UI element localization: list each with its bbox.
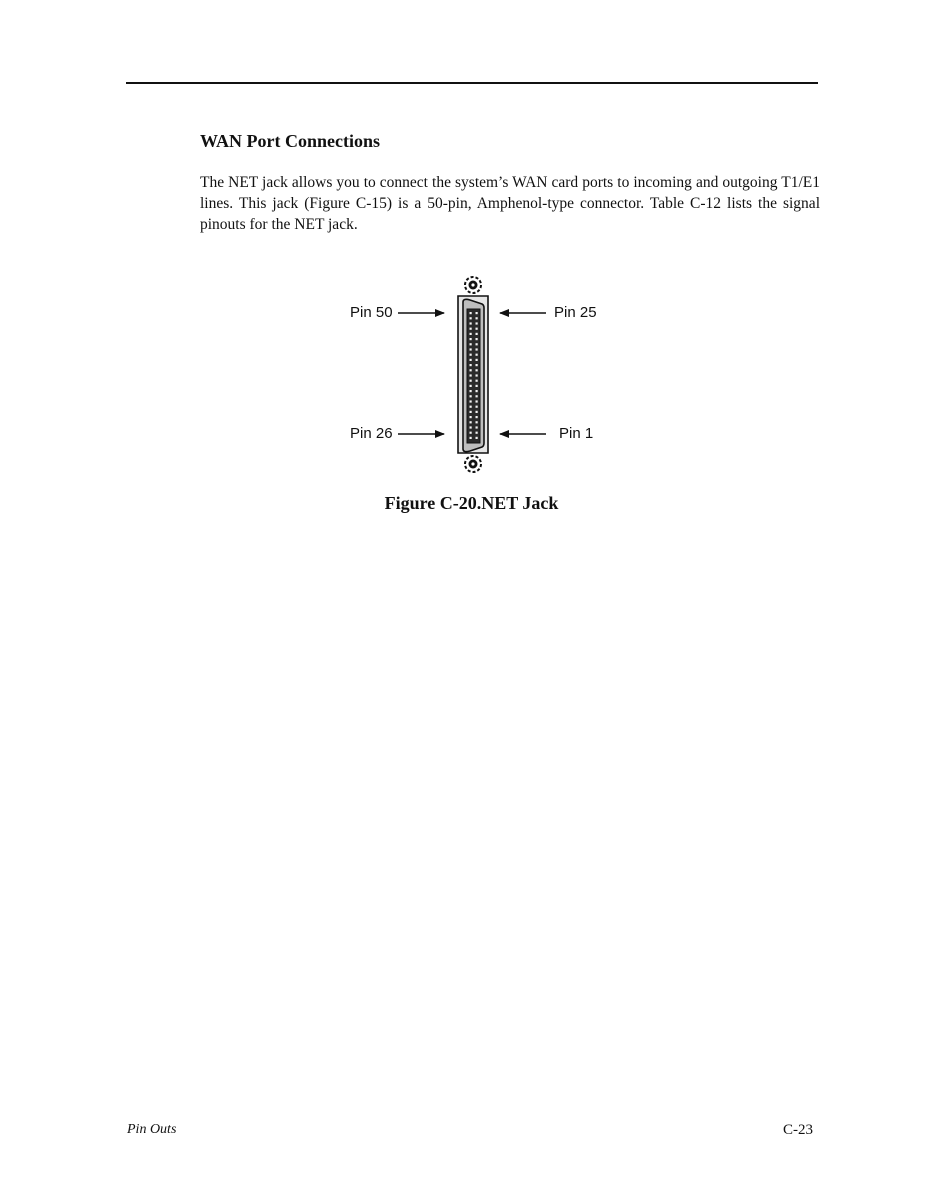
pin-contact	[476, 364, 478, 366]
pin-contact	[476, 343, 478, 345]
pin-contact	[470, 426, 472, 428]
pin-contact	[470, 312, 472, 314]
pin-contact	[470, 338, 472, 340]
pin-contact	[470, 343, 472, 345]
pin-contact	[476, 416, 478, 418]
pin-contact	[476, 348, 478, 350]
net-jack-diagram	[330, 268, 620, 480]
pin-contact	[470, 348, 472, 350]
pin-contact	[476, 426, 478, 428]
pin-contact	[470, 364, 472, 366]
pin-contact	[470, 390, 472, 392]
connector-shell-icon	[458, 296, 488, 453]
pin-contact	[470, 437, 472, 439]
pin-contact	[476, 400, 478, 402]
pin-contact	[470, 432, 472, 434]
pin-contact	[470, 380, 472, 382]
pin-contact	[470, 406, 472, 408]
pin-contact	[470, 369, 472, 371]
pin-contact	[476, 338, 478, 340]
pin-contact	[476, 312, 478, 314]
pin-contact	[476, 390, 478, 392]
pin-26-label: Pin 26	[350, 425, 393, 442]
pin-contact	[470, 333, 472, 335]
pin-contact	[470, 400, 472, 402]
pin-contact	[476, 406, 478, 408]
pin-contact	[476, 411, 478, 413]
bottom-screw-icon	[465, 456, 481, 472]
pin-contact	[476, 374, 478, 376]
pin-50-label: Pin 50	[350, 304, 393, 321]
pin-contact	[476, 385, 478, 387]
pin-contact	[470, 385, 472, 387]
pin-contact	[476, 317, 478, 319]
top-rule	[126, 82, 818, 84]
pin-contact	[476, 380, 478, 382]
pin-contact	[470, 328, 472, 330]
pin-contact	[476, 328, 478, 330]
top-screw-icon	[465, 277, 481, 293]
pin-contact	[470, 395, 472, 397]
net-jack-figure	[330, 268, 620, 480]
pin-contact	[470, 416, 472, 418]
footer-page-number: C-23	[783, 1122, 813, 1138]
pin-contact	[476, 322, 478, 324]
pin-contact	[476, 437, 478, 439]
pin-contact	[476, 359, 478, 361]
body-paragraph: The NET jack allows you to connect the system’s WAN card ports to incoming and outgoing T1/E1 lines. This jack (Figure C-15) is a 50-pin, Amphenol-type connector. Table C-12 lists the signal pinouts for the NET jack.	[200, 174, 820, 233]
pin-contact	[470, 354, 472, 356]
pin-contact	[476, 421, 478, 423]
pin-contact	[470, 421, 472, 423]
pin-contact	[470, 374, 472, 376]
section-heading: WAN Port Connections	[200, 131, 380, 151]
pin-contact	[470, 317, 472, 319]
pin-contact	[470, 322, 472, 324]
pin-contact	[470, 359, 472, 361]
pin-contact	[476, 395, 478, 397]
figure-caption: Figure C-20.NET Jack	[384, 493, 559, 513]
pin-contact	[470, 411, 472, 413]
footer-section-name: Pin Outs	[127, 1122, 177, 1137]
pin-25-label: Pin 25	[554, 304, 597, 321]
pin-contact	[476, 354, 478, 356]
pin-1-label: Pin 1	[559, 425, 594, 442]
pin-contact	[476, 333, 478, 335]
pin-contact	[476, 369, 478, 371]
pin-contact	[476, 432, 478, 434]
